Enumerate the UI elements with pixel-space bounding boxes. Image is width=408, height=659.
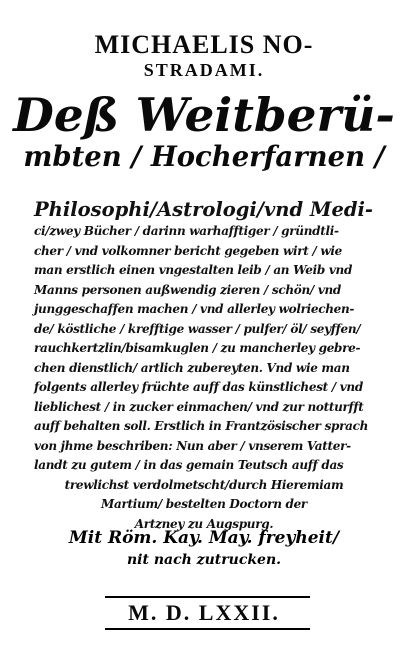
description-line: Martium/ bestelten Doctorn der xyxy=(101,497,307,511)
title-line-1: Deß Weitberü- xyxy=(13,88,395,142)
description-line: ci/zwey Bücher / darinn warhafftiger / gründtli- xyxy=(34,224,339,238)
privilege-line-1: Mit Röm. Kay. May. freyheit/ xyxy=(68,528,340,548)
date-rule-top xyxy=(105,596,310,598)
description-line: de/ köstliche / krefftige wasser / pulfer/ öl/ seyffen/ xyxy=(34,321,361,336)
description-line: von jhme beschriben: Nun aber / vnserem Vatter- xyxy=(34,438,351,453)
description-line: Manns personen außwendig zieren / schön/ vnd xyxy=(34,282,342,297)
date-rule-bottom xyxy=(105,628,310,630)
description-line: landt zu gutem / in das gemain Teutsch auff das xyxy=(34,458,344,472)
publication-date: M. D. LXXII. xyxy=(128,600,280,625)
description-line: folgents allerley früchte auff das künstlichest / vnd xyxy=(34,380,363,394)
description-line: Philosophi/Astrologi/vnd Medi- xyxy=(34,198,374,221)
description-line: auff behalten soll. Erstlich in Frantzösischer sprach xyxy=(34,419,369,433)
description-text xyxy=(34,198,374,534)
description-line: man erstlich einen vngestalten leib / an Weib vnd xyxy=(34,263,353,277)
description-line: cher / vnd volkomner bericht gegeben wirt / wie xyxy=(34,243,342,258)
author-name-line-2: STRADAMI. xyxy=(143,60,265,80)
privilege-line-2: nit nach zutrucken. xyxy=(127,552,281,568)
description-line: chen dienstlich/ artlich zubereyten. Vnd wie man xyxy=(34,360,350,375)
description-line: junggeschaffen machen / vnd allerley wolriechen- xyxy=(34,302,355,316)
title-line-2: mbten / Hocherfarnen / xyxy=(23,140,385,173)
description-line: Artzney zu Augspurg. xyxy=(134,516,274,531)
description-line: lieblichest / in zucker einmachen/ vnd zur notturfft xyxy=(34,399,364,414)
description-line: trewlichst verdolmetscht/durch Hieremiam xyxy=(64,477,344,492)
description-line: rauchkertzlin/bisamkuglen / zu mancherley gebre- xyxy=(34,341,361,355)
author-name-line-1: MICHAELIS NO- xyxy=(94,30,314,59)
